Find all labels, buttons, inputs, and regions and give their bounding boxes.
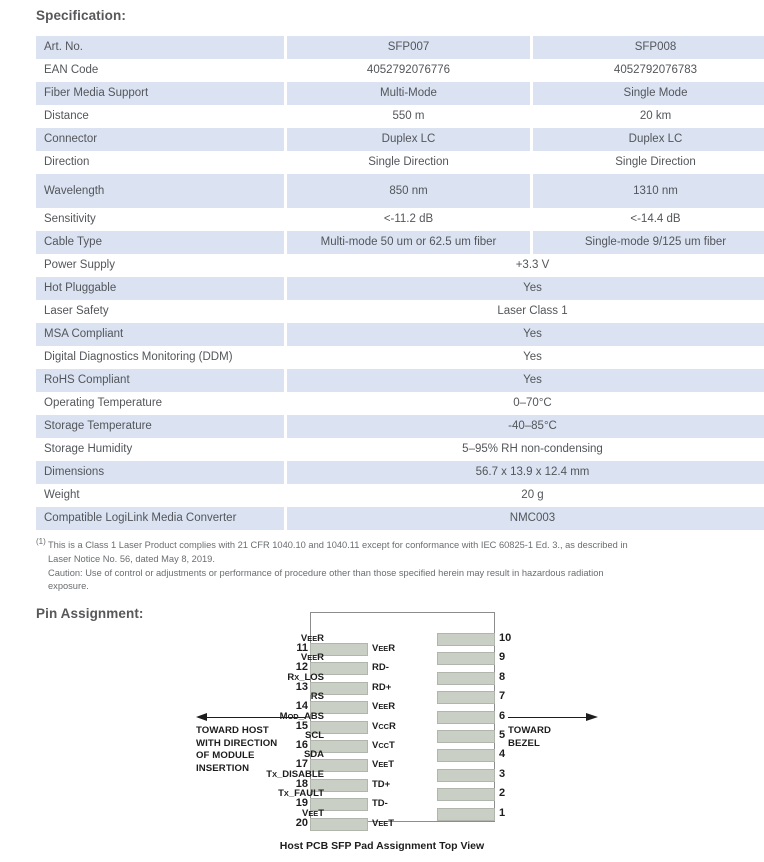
toward-host-line: WITH DIRECTION <box>196 737 278 749</box>
spec-value-merged: -40–85°C <box>286 415 764 438</box>
pin-pad <box>437 808 495 821</box>
table-row <box>36 438 764 461</box>
footnote-line: $^{(1)}$ This is a Class 1 Laser Product complies with 21 CFR 1040.10 and 1040.11 except for conformance with IEC 60825-1 Ed. 3., as described in <box>36 537 628 551</box>
pin-number: 11 <box>296 642 308 654</box>
pin-label: VEET <box>301 807 324 819</box>
spec-value-merged: 56.7 x 13.9 x 12.4 mm <box>286 461 764 484</box>
pin-number: 20 <box>295 816 308 829</box>
spec-label: Dimensions <box>36 461 286 484</box>
pin-pad <box>437 633 495 646</box>
table-row <box>36 346 764 369</box>
table-row <box>36 36 764 59</box>
table-row <box>36 323 764 346</box>
spec-value-2: 20 km <box>532 105 764 128</box>
spec-value-1: Duplex LC <box>286 128 532 151</box>
pin-label: VEER <box>300 633 324 644</box>
spec-label: Cable Type <box>36 231 286 254</box>
pin-number: 3 <box>499 767 506 780</box>
spec-label: MSA Compliant <box>36 323 286 346</box>
pin-number: 7 <box>499 690 506 703</box>
spec-label: Operating Temperature <box>36 392 286 415</box>
spec-label: Power Supply <box>36 254 286 277</box>
table-row <box>36 128 764 151</box>
spec-value-1: 850 nm <box>286 174 532 208</box>
table-row <box>36 82 764 105</box>
spec-value-2: Duplex LC <box>532 128 764 151</box>
spec-label: Direction <box>36 151 286 174</box>
pin-number: 5 <box>499 729 506 741</box>
spec-value-merged: Yes <box>286 323 764 346</box>
spec-value-merged: Yes <box>286 346 764 369</box>
specification-heading: Specification: <box>36 8 126 23</box>
spec-label: Digital Diagnostics Monitoring (DDM) <box>36 346 286 369</box>
pin-pad <box>437 730 495 743</box>
table-row <box>36 151 764 174</box>
spec-label: Storage Humidity <box>36 438 286 461</box>
footnote-line: exposure. <box>48 581 89 592</box>
spec-value-merged: NMC003 <box>286 507 764 530</box>
spec-label: Wavelength <box>36 174 286 208</box>
table-row <box>36 105 764 128</box>
pin-label: VEER <box>300 652 324 664</box>
spec-label: Fiber Media Support <box>36 82 286 105</box>
pin-label: RD+ <box>372 681 392 693</box>
spec-label: Weight <box>36 484 286 507</box>
pin-number: 2 <box>499 787 506 800</box>
spec-value-merged: 5–95% RH non-condensing <box>286 438 764 461</box>
table-row <box>36 231 764 254</box>
spec-value-1: 550 m <box>286 105 532 128</box>
spec-value-1: Multi-mode 50 um or 62.5 um fiber <box>286 231 532 254</box>
pin-diagram-caption: Host PCB SFP Pad Assignment Top View <box>279 840 485 852</box>
pin-number: 9 <box>499 651 506 664</box>
spec-value-2: 1310 nm <box>532 174 764 208</box>
toward-host-line: INSERTION <box>196 762 250 774</box>
spec-value-2: Single-mode 9/125 um fiber <box>532 231 764 254</box>
footnote-marker: (1) <box>36 537 48 546</box>
pin-label: MOD_ABS <box>279 710 324 722</box>
pin-number: 10 <box>499 632 512 644</box>
spec-value-1: Multi-Mode <box>286 82 532 105</box>
table-row <box>36 277 764 300</box>
spec-value-merged: 0–70°C <box>286 392 764 415</box>
table-row <box>36 392 764 415</box>
pin-label: VCCR <box>372 720 396 732</box>
spec-value-1: SFP007 <box>286 36 532 59</box>
spec-value-2: Single Direction <box>532 151 764 174</box>
pin-number: 13 <box>295 680 308 693</box>
pin-label: RD- <box>372 662 389 674</box>
pin-pad <box>437 749 495 762</box>
pin-assignment-diagram <box>0 595 764 862</box>
spec-value-merged: Yes <box>286 277 764 300</box>
sfp-pad-outline <box>310 612 495 822</box>
spec-label: RoHS Compliant <box>36 369 286 392</box>
spec-value-1: 4052792076776 <box>286 59 532 82</box>
pin-number: 12 <box>295 661 308 674</box>
spec-value-2: SFP008 <box>532 36 764 59</box>
pin-number: 1 <box>499 806 506 819</box>
pin-number: 18 <box>295 777 308 790</box>
pin-label: RX_LOS <box>287 671 324 683</box>
pin-assignment-heading: Pin Assignment: <box>36 606 144 621</box>
table-row <box>36 208 764 231</box>
pin-label: TX_FAULT <box>278 788 324 800</box>
pin-number: 19 <box>295 797 308 810</box>
table-row <box>36 59 764 82</box>
pin-label: SCL <box>305 730 324 741</box>
pin-label: TX_DISABLE <box>266 768 324 780</box>
toward-host-line: OF MODULE <box>196 750 255 761</box>
spec-label: Sensitivity <box>36 208 286 231</box>
pin-label: TD- <box>372 798 388 810</box>
pin-label: TD+ <box>372 778 391 790</box>
toward-bezel-line: BEZEL <box>508 737 540 749</box>
table-row <box>36 484 764 507</box>
pin-label: VEET <box>372 759 395 771</box>
pin-label: RS <box>310 691 324 703</box>
spec-value-merged: 20 g <box>286 484 764 507</box>
footnote-line: Caution: Use of control or adjustments or performance of procedure other than those specified herein may result in hazardous radiation <box>48 567 604 578</box>
table-row <box>36 461 764 484</box>
pin-label: VEER <box>372 701 396 713</box>
pin-pad <box>437 691 495 704</box>
pin-pad <box>437 711 495 724</box>
spec-label: Distance <box>36 105 286 128</box>
spec-value-1: Single Direction <box>286 151 532 174</box>
spec-label: Art. No. <box>36 36 286 59</box>
pin-label: VEET <box>372 817 395 829</box>
pin-label: SDA <box>303 749 324 761</box>
laser-safety-footnote <box>36 536 728 594</box>
spec-value-1: <-11.2 dB <box>286 208 532 231</box>
table-row <box>36 254 764 277</box>
toward-host-line: TOWARD HOST <box>196 725 269 736</box>
pin-number: 14 <box>295 700 308 713</box>
pin-pad <box>437 672 495 685</box>
pin-number: 16 <box>295 739 308 751</box>
spec-value-merged: +3.3 V <box>286 254 764 277</box>
spec-value-merged: Yes <box>286 369 764 392</box>
table-row <box>36 300 764 323</box>
toward-bezel-line: TOWARD <box>508 725 552 736</box>
specification-table <box>36 36 764 530</box>
pin-number: 6 <box>499 709 506 722</box>
pin-label: VEER <box>372 643 396 654</box>
spec-label: Connector <box>36 128 286 151</box>
pin-number: 4 <box>499 748 506 761</box>
spec-label: EAN Code <box>36 59 286 82</box>
pin-label: VCCT <box>372 740 395 751</box>
pin-number: 15 <box>295 719 308 732</box>
specification-table-body <box>36 36 764 530</box>
spec-value-merged: Laser Class 1 <box>286 300 764 323</box>
table-row <box>36 369 764 392</box>
pin-pad <box>437 769 495 782</box>
footnote-line: Laser Notice No. 56, dated May 8, 2019. <box>48 553 215 564</box>
spec-value-2: 4052792076783 <box>532 59 764 82</box>
spec-label: Laser Safety <box>36 300 286 323</box>
spec-value-2: Single Mode <box>532 82 764 105</box>
spec-label: Hot Pluggable <box>36 277 286 300</box>
spec-label: Storage Temperature <box>36 415 286 438</box>
table-row <box>36 415 764 438</box>
spec-label: Compatible LogiLink Media Converter <box>36 507 286 530</box>
spec-value-2: <-14.4 dB <box>532 208 764 231</box>
table-row <box>36 507 764 530</box>
table-row <box>36 174 764 208</box>
pin-number: 8 <box>499 670 506 683</box>
pin-pad <box>437 788 495 801</box>
pin-pad <box>437 652 495 665</box>
pin-number: 17 <box>295 758 308 771</box>
